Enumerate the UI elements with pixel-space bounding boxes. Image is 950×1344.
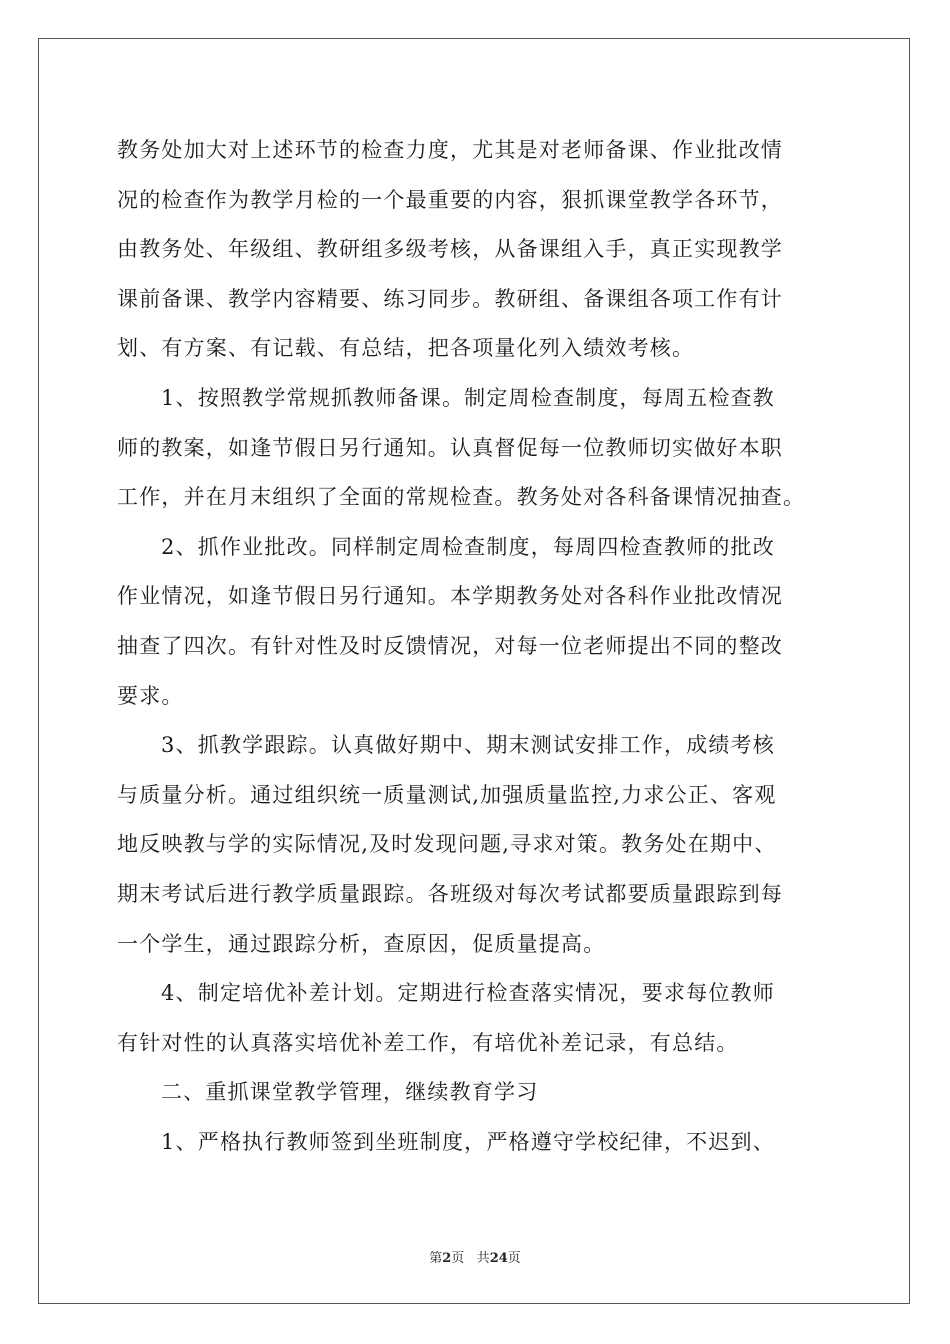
paragraph: [117, 130, 837, 378]
paragraph: [117, 378, 837, 527]
text-line: 1、严格执行教师签到坐班制度，严格遵守学校纪律，不迟到、: [161, 1129, 775, 1154]
text-line: 2、抓作业批改。同样制定周检查制度，每周四检查教师的批改: [161, 534, 775, 559]
text-line: 有针对性的认真落实培优补差工作，有培优补差记录，有总结。: [117, 1030, 739, 1055]
text-line: 由教务处、年级组、教研组多级考核，从备课组入手，真正实现教学: [117, 237, 783, 262]
text-line: 划、有方案、有记载、有总结，把各项量化列入绩效考核。: [117, 336, 695, 361]
text-line: 课前备课、教学内容精要、练习同步。教研组、备课组各项工作有计: [117, 286, 783, 311]
text-line: 3、抓教学跟踪。认真做好期中、期末测试安排工作，成绩考核: [161, 733, 775, 758]
text-line: 教务处加大对上述环节的检查力度，尤其是对老师备课、作业批改情: [117, 138, 783, 162]
text-line: 作业情况，如逢节假日另行通知。本学期教务处对各科作业批改情况: [117, 584, 783, 609]
paragraph: [117, 1072, 837, 1122]
text-line: 与质量分析。通过组织统一质量测试,加强质量监控,力求公正、客观: [117, 782, 777, 807]
footer-total-prefix: 共: [476, 1251, 490, 1266]
paragraph: [117, 725, 837, 973]
text-line: 期末考试后进行教学质量跟踪。各班级对每次考试都要质量跟踪到每: [117, 881, 783, 906]
text-line: 二、重抓课堂教学管理，继续教育学习: [161, 1080, 539, 1105]
text-line: 4、制定培优补差计划。定期进行检查落实情况，要求每位教师: [161, 981, 775, 1006]
footer-page-suffix: 页: [451, 1251, 465, 1266]
text-line: 抽查了四次。有针对性及时反馈情况，对每一位老师提出不同的整改: [117, 633, 783, 658]
text-line: 一个学生，通过跟踪分析，查原因，促质量提高。: [117, 931, 606, 956]
page-footer: [0, 1247, 950, 1266]
footer-total-suffix: 页: [507, 1251, 521, 1266]
text-line: 师的教案，如逢节假日另行通知。认真督促每一位教师切实做好本职: [117, 435, 783, 460]
document-body: [117, 130, 837, 1171]
paragraph: [117, 527, 837, 725]
text-line: 1、按照教学常规抓教师备课。制定周检查制度，每周五检查教: [161, 385, 775, 410]
text-line: 要求。: [117, 683, 184, 708]
text-line: 工作，并在月末组织了全面的常规检查。教务处对各科备课情况抽查。: [117, 485, 806, 510]
paragraph: [117, 1122, 837, 1172]
text-line: 况的检查作为教学月检的一个最重要的内容，狠抓课堂教学各环节，: [117, 187, 783, 212]
footer-page-number: 2: [442, 1251, 452, 1266]
footer-prefix: 第: [429, 1251, 443, 1266]
footer-total-pages: 24: [489, 1251, 508, 1266]
paragraph: [117, 973, 837, 1072]
text-line: 地反映教与学的实际情况,及时发现问题,寻求对策。教务处在期中、: [117, 832, 777, 857]
